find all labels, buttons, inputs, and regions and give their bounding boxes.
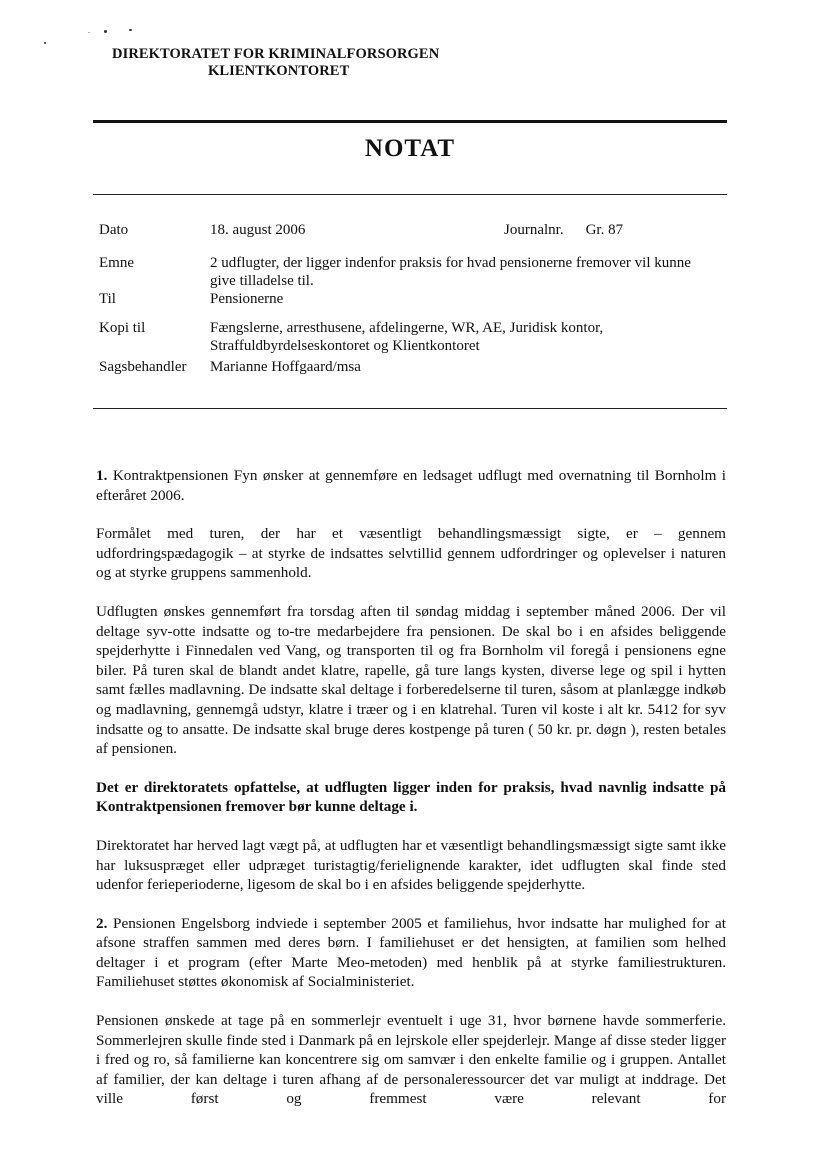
section-number: 2.: [96, 914, 108, 932]
meta-row-to: [99, 290, 729, 308]
paragraph: Pensionen ønskede at tage på en sommerlejr eventuelt i uge 31, hvor børnene havde sommerferie. Sommerlejren skulle finde sted i Danmark på en lejrskole eller spejderlejr. Mange af disse steder ligger i fred og ro, så familierne kan koncentrere sig om samvær i den enkelte familie og i gruppen. Antallet af familier, der kan deltage i turen afhang af de personaleressourcer det var muligt at inddrage. Det ville først og fremmest være relevant for: [96, 1012, 726, 1108]
paragraph-text: Pensionen Engelsborg indviede i september 2005 et familiehus, hvor indsatte har mulighed for at afsone straffen sammen med deres børn. I familiehuset er det hensigten, at familien som helhed deltager i et program (efter Marte Meo-metoden) med henblik på at styrke familiestrukturen. Familiehuset støttes økonomisk af Socialministeriet.: [96, 914, 727, 991]
scan-speck: [129, 29, 132, 31]
document-title: NOTAT: [364, 135, 456, 162]
handler-label: Sagsbehandler: [99, 359, 187, 375]
meta-row-subject: [99, 254, 729, 290]
section-number: 1.: [96, 467, 108, 484]
to-label: Til: [99, 291, 116, 307]
date-label: Dato: [99, 222, 129, 238]
meta-bottom-rule: [93, 408, 727, 409]
subject-value: 2 udflugter, der ligger indenfor praksis for hvad pensionerne fremover vil kunne give tilladelse til.: [210, 255, 691, 289]
meta-top-rule: [93, 194, 727, 195]
meta-row-copy: [99, 319, 729, 355]
date-value: 18. august 2006: [210, 222, 306, 238]
letterhead: [112, 46, 472, 80]
meta-row-handler: [99, 358, 729, 376]
memo-metadata: [99, 221, 729, 376]
paragraph: [96, 914, 726, 992]
scan-speck: [104, 30, 107, 33]
org-name: DIREKTORATET FOR KRIMINALFORSORGEN: [112, 46, 440, 62]
to-value: Pensionerne: [210, 291, 284, 307]
copy-label: Kopi til: [99, 320, 146, 336]
handler-value: Marianne Hoffgaard/msa: [210, 359, 361, 375]
journal-value: Gr. 87: [585, 222, 624, 238]
subject-label: Emne: [99, 255, 134, 271]
meta-row-date: [99, 221, 729, 239]
journal-number: [504, 221, 623, 239]
paragraph: Formålet med turen, der har et væsentligt behandlingsmæssigt sigte, er – gennem udfordringspædagogik – at styrke de indsattes selvtillid gennem udfordringer og oplevelser i naturen og at styrke gruppens sammenhold.: [96, 525, 726, 582]
top-rule: [93, 120, 727, 123]
paragraph: Udflugten ønskes gennemført fra torsdag aften til søndag middag i september måned 2006. Der vil deltage syv-otte indsatte og to-tre medarbejdere fra pensionen. De skal bo i en afsides beliggende spejderhytte i Finnedalen ved Vang, og transporten til og fra Bornholm vil foregå i pensionens egne biler. På turen skal de blandt andet klatre, rapelle, gå ture langs kysten, diverse lege og spil i hytten samt fælles madlavning. De indsatte skal deltage i forberedelserne til turen, såsom at planlægge indkøb og madlavning, gennemgå udstyr, klatre i træer og i en klatrehal. Turen vil koste i alt kr. 5412 for syv indsatte og to ansatte. De indsatte skal bruge deres kostpenge på turen ( 50 kr. pr. døgn ), resten betales af pensionen.: [96, 602, 726, 758]
copy-value: Fængslerne, arresthusene, afdelingerne, WR, AE, Juridisk kontor, Straffuldbyrdelseskontoret og Klientkontoret: [210, 320, 604, 354]
scan-speck: [44, 42, 46, 44]
paragraph: [96, 466, 726, 505]
paragraph: Direktoratet har herved lagt vægt på, at udflugten har et væsentligt behandlingsmæssigt sigte samt ikke har luksuspræget eller udpræget turistagtig/ferielignende karakter, idet udflugten skal finde sted udenfor ferieperioderne, ligesom de skal bo i en afsides beliggende spejderhytte.: [96, 836, 726, 894]
scan-specks: [40, 24, 170, 48]
office-name: KLIENTKONTORET: [208, 63, 350, 79]
conclusion-paragraph: Det er direktoratets opfattelse, at udflugten ligger inden for praksis, hvad navnlig indsatte på Kontraktpensionen fremover bør kunne deltage i.: [96, 778, 726, 816]
memo-body: [96, 466, 726, 1109]
paragraph-text: Kontraktpensionen Fyn ønsker at gennemføre en ledsaget udflugt med overnatning til Bornholm i efteråret 2006.: [96, 467, 727, 504]
journal-label: Journalnr.: [504, 222, 564, 238]
scan-speck: [88, 32, 90, 33]
